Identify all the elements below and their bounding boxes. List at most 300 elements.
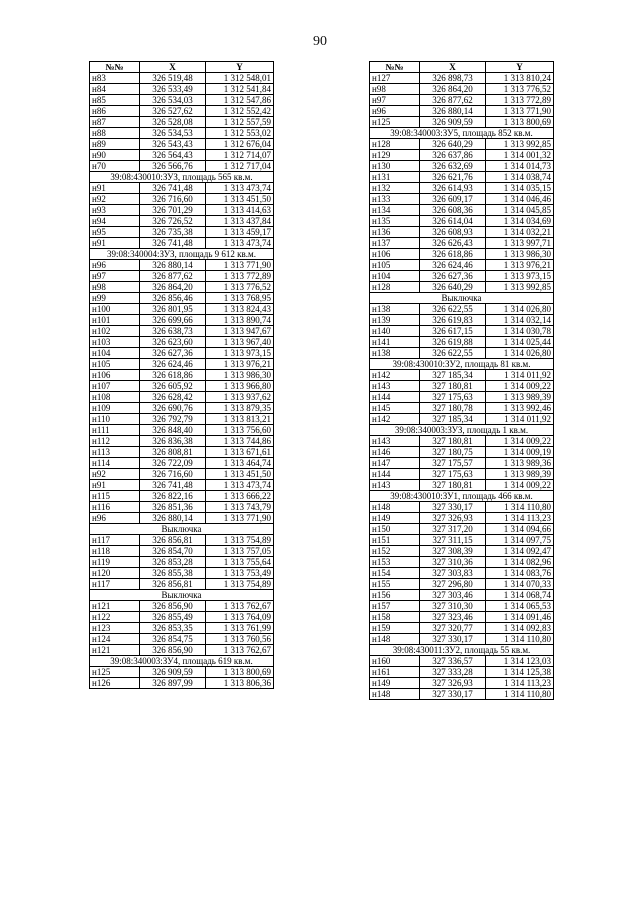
table-row <box>370 315 554 326</box>
table-row <box>370 271 554 282</box>
y-coordinate-cell: 1 313 947,67 <box>206 326 274 337</box>
point-number-cell: н115 <box>90 491 140 502</box>
y-coordinate-cell: 1 313 992,85 <box>486 139 554 150</box>
table-row <box>90 623 274 634</box>
y-coordinate-cell: 1 313 768,95 <box>206 293 274 304</box>
y-coordinate-cell: 1 314 011,92 <box>486 414 554 425</box>
point-number-cell: н143 <box>370 381 420 392</box>
x-coordinate-cell: 326 621,76 <box>420 172 486 183</box>
y-coordinate-cell: 1 314 035,15 <box>486 183 554 194</box>
x-coordinate-cell: 326 622,55 <box>420 304 486 315</box>
y-coordinate-cell: 1 313 757,05 <box>206 546 274 557</box>
y-coordinate-cell: 1 313 772,89 <box>486 95 554 106</box>
x-coordinate-cell: 327 336,57 <box>420 656 486 667</box>
y-coordinate-cell: 1 313 973,15 <box>486 271 554 282</box>
x-coordinate-cell: 326 626,43 <box>420 238 486 249</box>
table-row <box>90 216 274 227</box>
table-row <box>370 304 554 315</box>
x-coordinate-cell: 327 175,63 <box>420 469 486 480</box>
table-row <box>90 458 274 469</box>
point-number-cell: н157 <box>370 601 420 612</box>
point-number-cell: н104 <box>370 271 420 282</box>
y-coordinate-cell: 1 314 082,96 <box>486 557 554 568</box>
point-number-cell: н132 <box>370 183 420 194</box>
table-row <box>90 117 274 128</box>
point-number-cell: н93 <box>90 205 140 216</box>
x-coordinate-cell: 326 741,48 <box>140 480 206 491</box>
y-coordinate-cell: 1 314 030,78 <box>486 326 554 337</box>
column-header-x: X <box>420 62 486 73</box>
section-heading-row <box>90 172 274 183</box>
y-coordinate-cell: 1 312 547,86 <box>206 95 274 106</box>
y-coordinate-cell: 1 314 009,22 <box>486 436 554 447</box>
point-number-cell: н112 <box>90 436 140 447</box>
x-coordinate-cell: 326 628,42 <box>140 392 206 403</box>
table-header-row <box>370 62 554 73</box>
y-coordinate-cell: 1 314 065,53 <box>486 601 554 612</box>
section-heading: Выключка <box>90 590 274 601</box>
x-coordinate-cell: 326 618,86 <box>140 370 206 381</box>
x-coordinate-cell: 326 898,73 <box>420 73 486 84</box>
table-row <box>370 579 554 590</box>
x-coordinate-cell: 327 326,93 <box>420 678 486 689</box>
table-row <box>90 348 274 359</box>
section-heading-row <box>90 249 274 260</box>
point-number-cell: н94 <box>90 216 140 227</box>
x-coordinate-cell: 326 880,14 <box>140 513 206 524</box>
point-number-cell: н91 <box>90 238 140 249</box>
x-coordinate-cell: 327 185,34 <box>420 414 486 425</box>
point-number-cell: н144 <box>370 392 420 403</box>
x-coordinate-cell: 327 323,46 <box>420 612 486 623</box>
y-coordinate-cell: 1 313 879,35 <box>206 403 274 414</box>
x-coordinate-cell: 326 856,90 <box>140 601 206 612</box>
x-coordinate-cell: 327 180,81 <box>420 381 486 392</box>
y-coordinate-cell: 1 314 026,80 <box>486 304 554 315</box>
y-coordinate-cell: 1 313 437,84 <box>206 216 274 227</box>
section-heading: 39:08:340003:ЗУ5, площадь 852 кв.м. <box>370 128 554 139</box>
point-number-cell: н91 <box>90 183 140 194</box>
section-heading: Выключка <box>370 293 554 304</box>
x-coordinate-cell: 327 330,17 <box>420 634 486 645</box>
y-coordinate-cell: 1 313 464,74 <box>206 458 274 469</box>
section-heading: 39:08:430011:ЗУ2, площадь 55 кв.м. <box>370 645 554 656</box>
point-number-cell: н87 <box>90 117 140 128</box>
table-row <box>90 601 274 612</box>
point-number-cell: н107 <box>90 381 140 392</box>
y-coordinate-cell: 1 313 762,67 <box>206 645 274 656</box>
y-coordinate-cell: 1 314 046,46 <box>486 194 554 205</box>
table-row <box>90 425 274 436</box>
point-number-cell: н138 <box>370 304 420 315</box>
x-coordinate-cell: 326 741,48 <box>140 183 206 194</box>
table-row <box>370 590 554 601</box>
section-heading: 39:08:340003:ЗУЗ, площадь 1 кв.м. <box>370 425 554 436</box>
table-row <box>370 238 554 249</box>
table-row <box>90 568 274 579</box>
x-coordinate-cell: 326 880,14 <box>420 106 486 117</box>
x-coordinate-cell: 327 311,15 <box>420 535 486 546</box>
x-coordinate-cell: 326 623,60 <box>140 337 206 348</box>
table-row <box>90 579 274 590</box>
point-number-cell: н144 <box>370 469 420 480</box>
point-number-cell: н91 <box>90 480 140 491</box>
table-row <box>90 73 274 84</box>
table-row <box>370 106 554 117</box>
table-row <box>90 403 274 414</box>
y-coordinate-cell: 1 313 671,61 <box>206 447 274 458</box>
x-coordinate-cell: 326 566,76 <box>140 161 206 172</box>
table-row <box>370 139 554 150</box>
x-coordinate-cell: 326 624,46 <box>420 260 486 271</box>
y-coordinate-cell: 1 313 992,85 <box>486 282 554 293</box>
y-coordinate-cell: 1 314 092,83 <box>486 623 554 634</box>
point-number-cell: н147 <box>370 458 420 469</box>
point-number-cell: н124 <box>90 634 140 645</box>
table-row <box>90 645 274 656</box>
point-number-cell: н145 <box>370 403 420 414</box>
y-coordinate-cell: 1 313 806,36 <box>206 678 274 689</box>
table-row <box>90 447 274 458</box>
x-coordinate-cell: 326 690,76 <box>140 403 206 414</box>
point-number-cell: н143 <box>370 436 420 447</box>
table-row <box>90 271 274 282</box>
point-number-cell: н109 <box>90 403 140 414</box>
table-row <box>370 623 554 634</box>
x-coordinate-cell: 326 726,52 <box>140 216 206 227</box>
section-heading-row <box>370 491 554 502</box>
y-coordinate-cell: 1 313 473,74 <box>206 480 274 491</box>
section-heading-row <box>90 656 274 667</box>
y-coordinate-cell: 1 313 451,50 <box>206 194 274 205</box>
table-row <box>370 337 554 348</box>
table-row <box>90 502 274 513</box>
point-number-cell: н88 <box>90 128 140 139</box>
y-coordinate-cell: 1 313 973,15 <box>206 348 274 359</box>
table-row <box>90 557 274 568</box>
column-header-number: №№ <box>90 62 140 73</box>
x-coordinate-cell: 326 856,46 <box>140 293 206 304</box>
y-coordinate-cell: 1 313 771,90 <box>206 260 274 271</box>
table-row <box>370 381 554 392</box>
point-number-cell: н127 <box>370 73 420 84</box>
y-coordinate-cell: 1 314 001,32 <box>486 150 554 161</box>
point-number-cell: н96 <box>370 106 420 117</box>
table-row <box>90 667 274 678</box>
table-row <box>90 392 274 403</box>
y-coordinate-cell: 1 314 125,38 <box>486 667 554 678</box>
point-number-cell: н158 <box>370 612 420 623</box>
table-row <box>90 469 274 480</box>
x-coordinate-cell: 326 528,08 <box>140 117 206 128</box>
section-heading: 39:08:430010:ЗУЗ, площадь 565 кв.м. <box>90 172 274 183</box>
table-row <box>370 557 554 568</box>
x-coordinate-cell: 326 627,36 <box>420 271 486 282</box>
x-coordinate-cell: 326 855,38 <box>140 568 206 579</box>
x-coordinate-cell: 327 180,78 <box>420 403 486 414</box>
point-number-cell: н128 <box>370 139 420 150</box>
point-number-cell: н118 <box>90 546 140 557</box>
x-coordinate-cell: 326 640,29 <box>420 282 486 293</box>
point-number-cell: н99 <box>90 293 140 304</box>
point-number-cell: н141 <box>370 337 420 348</box>
y-coordinate-cell: 1 313 824,43 <box>206 304 274 315</box>
table-row <box>370 436 554 447</box>
y-coordinate-cell: 1 314 070,33 <box>486 579 554 590</box>
y-coordinate-cell: 1 314 110,80 <box>486 689 554 700</box>
point-number-cell: н137 <box>370 238 420 249</box>
section-heading: 39:08:340003:ЗУ4, площадь 619 кв.м. <box>90 656 274 667</box>
y-coordinate-cell: 1 313 800,69 <box>206 667 274 678</box>
page-number: 90 <box>313 34 327 49</box>
point-number-cell: н122 <box>90 612 140 623</box>
y-coordinate-cell: 1 312 552,42 <box>206 106 274 117</box>
y-coordinate-cell: 1 312 553,02 <box>206 128 274 139</box>
point-number-cell: н111 <box>90 425 140 436</box>
point-number-cell: н125 <box>90 667 140 678</box>
point-number-cell: н140 <box>370 326 420 337</box>
table-row <box>90 634 274 645</box>
y-coordinate-cell: 1 313 761,99 <box>206 623 274 634</box>
point-number-cell: н98 <box>90 282 140 293</box>
y-coordinate-cell: 1 313 810,24 <box>486 73 554 84</box>
x-coordinate-cell: 327 330,17 <box>420 502 486 513</box>
table-row <box>370 612 554 623</box>
point-number-cell: н96 <box>90 260 140 271</box>
table-row <box>90 282 274 293</box>
point-number-cell: н100 <box>90 304 140 315</box>
y-coordinate-cell: 1 313 989,36 <box>486 458 554 469</box>
y-coordinate-cell: 1 314 113,23 <box>486 678 554 689</box>
point-number-cell: н156 <box>370 590 420 601</box>
point-number-cell: н97 <box>90 271 140 282</box>
x-coordinate-cell: 326 877,62 <box>420 95 486 106</box>
table-row <box>370 216 554 227</box>
y-coordinate-cell: 1 314 068,74 <box>486 590 554 601</box>
x-coordinate-cell: 327 296,80 <box>420 579 486 590</box>
point-number-cell: н70 <box>90 161 140 172</box>
point-number-cell: н146 <box>370 447 420 458</box>
column-header-number: №№ <box>370 62 420 73</box>
point-number-cell: н95 <box>90 227 140 238</box>
table-row <box>370 656 554 667</box>
x-coordinate-cell: 326 877,62 <box>140 271 206 282</box>
x-coordinate-cell: 326 619,83 <box>420 315 486 326</box>
y-coordinate-cell: 1 312 557,59 <box>206 117 274 128</box>
x-coordinate-cell: 326 699,66 <box>140 315 206 326</box>
section-heading-row <box>370 425 554 436</box>
y-coordinate-cell: 1 312 714,07 <box>206 150 274 161</box>
table-row <box>370 117 554 128</box>
table-row <box>90 315 274 326</box>
x-coordinate-cell: 327 303,83 <box>420 568 486 579</box>
x-coordinate-cell: 326 792,79 <box>140 414 206 425</box>
table-row <box>370 469 554 480</box>
section-heading-row <box>90 524 274 535</box>
x-coordinate-cell: 326 880,14 <box>140 260 206 271</box>
y-coordinate-cell: 1 313 473,74 <box>206 183 274 194</box>
table-row <box>90 370 274 381</box>
x-coordinate-cell: 326 609,17 <box>420 194 486 205</box>
y-coordinate-cell: 1 314 011,92 <box>486 370 554 381</box>
point-number-cell: н106 <box>370 249 420 260</box>
x-coordinate-cell: 327 180,81 <box>420 480 486 491</box>
y-coordinate-cell: 1 313 451,50 <box>206 469 274 480</box>
x-coordinate-cell: 326 808,81 <box>140 447 206 458</box>
point-number-cell: н123 <box>90 623 140 634</box>
section-heading-row <box>370 128 554 139</box>
x-coordinate-cell: 326 638,73 <box>140 326 206 337</box>
x-coordinate-cell: 326 543,43 <box>140 139 206 150</box>
x-coordinate-cell: 326 801,95 <box>140 304 206 315</box>
x-coordinate-cell: 326 614,04 <box>420 216 486 227</box>
point-number-cell: н90 <box>90 150 140 161</box>
y-coordinate-cell: 1 312 676,04 <box>206 139 274 150</box>
table-row <box>370 73 554 84</box>
table-row <box>90 480 274 491</box>
coordinates-table-left <box>89 61 274 689</box>
x-coordinate-cell: 327 175,63 <box>420 392 486 403</box>
point-number-cell: н117 <box>90 535 140 546</box>
table-row <box>90 326 274 337</box>
table-row <box>370 535 554 546</box>
x-coordinate-cell: 327 310,30 <box>420 601 486 612</box>
x-coordinate-cell: 326 864,20 <box>420 84 486 95</box>
table-row <box>90 139 274 150</box>
y-coordinate-cell: 1 314 110,80 <box>486 502 554 513</box>
point-number-cell: н142 <box>370 414 420 425</box>
point-number-cell: н126 <box>90 678 140 689</box>
table-row <box>370 249 554 260</box>
x-coordinate-cell: 327 180,81 <box>420 436 486 447</box>
x-coordinate-cell: 326 851,36 <box>140 502 206 513</box>
y-coordinate-cell: 1 313 937,62 <box>206 392 274 403</box>
table-row <box>370 568 554 579</box>
point-number-cell: н105 <box>90 359 140 370</box>
table-row <box>90 381 274 392</box>
table-row <box>90 293 274 304</box>
point-number-cell: н114 <box>90 458 140 469</box>
y-coordinate-cell: 1 314 026,80 <box>486 348 554 359</box>
section-heading-row <box>370 359 554 370</box>
point-number-cell: н92 <box>90 469 140 480</box>
x-coordinate-cell: 326 854,75 <box>140 634 206 645</box>
table-row <box>370 447 554 458</box>
y-coordinate-cell: 1 314 113,23 <box>486 513 554 524</box>
x-coordinate-cell: 326 701,29 <box>140 205 206 216</box>
x-coordinate-cell: 326 527,62 <box>140 106 206 117</box>
x-coordinate-cell: 326 519,48 <box>140 73 206 84</box>
x-coordinate-cell: 326 822,16 <box>140 491 206 502</box>
y-coordinate-cell: 1 314 091,46 <box>486 612 554 623</box>
table-row <box>90 128 274 139</box>
x-coordinate-cell: 326 608,93 <box>420 227 486 238</box>
table-row <box>370 689 554 700</box>
point-number-cell: н135 <box>370 216 420 227</box>
table-row <box>90 183 274 194</box>
x-coordinate-cell: 326 632,69 <box>420 161 486 172</box>
point-number-cell: н101 <box>90 315 140 326</box>
table-row <box>90 260 274 271</box>
y-coordinate-cell: 1 313 756,60 <box>206 425 274 436</box>
point-number-cell: н121 <box>90 645 140 656</box>
table-row <box>90 414 274 425</box>
x-coordinate-cell: 327 303,46 <box>420 590 486 601</box>
column-header-y: Y <box>206 62 274 73</box>
table-row <box>90 491 274 502</box>
point-number-cell: н133 <box>370 194 420 205</box>
table-row <box>370 634 554 645</box>
x-coordinate-cell: 326 848,40 <box>140 425 206 436</box>
section-heading-row <box>370 293 554 304</box>
table-row <box>370 403 554 414</box>
x-coordinate-cell: 326 735,38 <box>140 227 206 238</box>
point-number-cell: н134 <box>370 205 420 216</box>
point-number-cell: н97 <box>370 95 420 106</box>
table-row <box>370 326 554 337</box>
y-coordinate-cell: 1 313 986,30 <box>486 249 554 260</box>
y-coordinate-cell: 1 313 762,67 <box>206 601 274 612</box>
y-coordinate-cell: 1 314 009,22 <box>486 381 554 392</box>
y-coordinate-cell: 1 313 800,69 <box>486 117 554 128</box>
point-number-cell: н139 <box>370 315 420 326</box>
x-coordinate-cell: 326 836,38 <box>140 436 206 447</box>
table-row <box>370 161 554 172</box>
y-coordinate-cell: 1 314 110,80 <box>486 634 554 645</box>
y-coordinate-cell: 1 313 753,49 <box>206 568 274 579</box>
table-row <box>370 480 554 491</box>
table-row <box>370 183 554 194</box>
x-coordinate-cell: 327 333,28 <box>420 667 486 678</box>
y-coordinate-cell: 1 313 459,17 <box>206 227 274 238</box>
point-number-cell: н148 <box>370 634 420 645</box>
x-coordinate-cell: 327 330,17 <box>420 689 486 700</box>
point-number-cell: н84 <box>90 84 140 95</box>
table-row <box>370 524 554 535</box>
x-coordinate-cell: 326 716,60 <box>140 194 206 205</box>
y-coordinate-cell: 1 314 123,03 <box>486 656 554 667</box>
y-coordinate-cell: 1 313 771,90 <box>486 106 554 117</box>
y-coordinate-cell: 1 313 754,89 <box>206 535 274 546</box>
x-coordinate-cell: 327 317,20 <box>420 524 486 535</box>
point-number-cell: н160 <box>370 656 420 667</box>
x-coordinate-cell: 326 618,86 <box>420 249 486 260</box>
x-coordinate-cell: 327 185,34 <box>420 370 486 381</box>
x-coordinate-cell: 326 909,59 <box>420 117 486 128</box>
y-coordinate-cell: 1 314 092,47 <box>486 546 554 557</box>
y-coordinate-cell: 1 313 666,22 <box>206 491 274 502</box>
table-row <box>370 502 554 513</box>
y-coordinate-cell: 1 313 967,40 <box>206 337 274 348</box>
column-header-x: X <box>140 62 206 73</box>
point-number-cell: н86 <box>90 106 140 117</box>
point-number-cell: н120 <box>90 568 140 579</box>
table-row <box>370 260 554 271</box>
point-number-cell: н121 <box>90 601 140 612</box>
y-coordinate-cell: 1 313 989,39 <box>486 469 554 480</box>
table-row <box>370 172 554 183</box>
point-number-cell: н102 <box>90 326 140 337</box>
table-row <box>370 282 554 293</box>
y-coordinate-cell: 1 314 032,14 <box>486 315 554 326</box>
point-number-cell: н136 <box>370 227 420 238</box>
x-coordinate-cell: 326 564,43 <box>140 150 206 161</box>
section-heading-row <box>370 645 554 656</box>
y-coordinate-cell: 1 313 890,74 <box>206 315 274 326</box>
table-row <box>90 359 274 370</box>
y-coordinate-cell: 1 314 032,21 <box>486 227 554 238</box>
table-header-row <box>90 62 274 73</box>
